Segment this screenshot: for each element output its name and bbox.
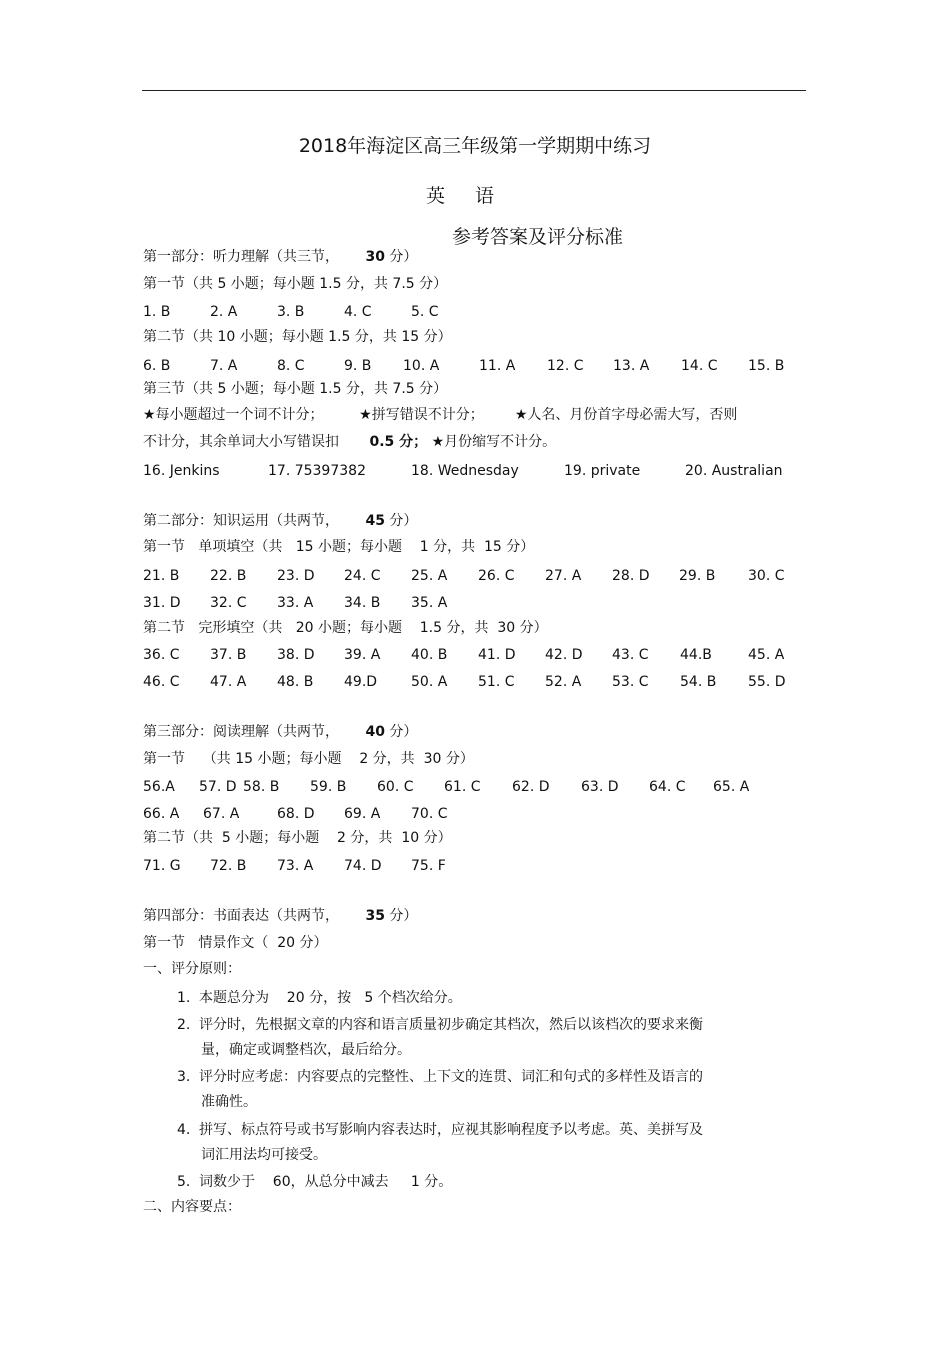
answer-item: 67. A: [203, 806, 240, 822]
answer-item: 2. A: [210, 304, 238, 320]
answer-item: 9. B: [344, 358, 372, 374]
part2-sec2-heading: 第二节 完形填空（共 20 小题；每小题 1.5 分，共 30 分）: [143, 620, 548, 636]
part4-heading: [143, 908, 417, 924]
answer-item: 35. A: [411, 595, 448, 611]
answer-item: 8. C: [277, 358, 305, 374]
answer-item: 14. C: [681, 358, 718, 374]
answer-item: 22. B: [210, 568, 247, 584]
answer-item: 29. B: [679, 568, 716, 584]
item-text: 评分时应考虑：内容要点的完整性、上下文的连贯、词汇和句式的多样性及语言的: [199, 1069, 703, 1085]
answer-item: 41. D: [478, 647, 516, 663]
spelling-rules-line2: [143, 434, 556, 450]
answer-item: 57. D: [199, 779, 237, 795]
principles-heading: 一、评分原则：: [143, 961, 241, 977]
answer-row: [143, 304, 803, 320]
answer-row: [143, 595, 803, 611]
answer-item: 59. B: [310, 779, 347, 795]
part3-sec2-heading: 第二节（共 5 小题；每小题 2 分，共 10 分）: [143, 830, 452, 846]
part1-heading-tail: 分）: [389, 249, 418, 265]
part3-heading: [143, 724, 417, 740]
answer-item: 56.A: [143, 779, 175, 795]
principle-item: [177, 1069, 703, 1085]
answer-item: 74. D: [344, 858, 382, 874]
answer-item: 16. Jenkins: [143, 463, 220, 479]
answer-item: 23. D: [277, 568, 315, 584]
answer-row: [143, 358, 803, 374]
answer-row: [143, 647, 803, 663]
answer-item: 21. B: [143, 568, 180, 584]
answer-item: 12. C: [547, 358, 584, 374]
answer-item: 71. G: [143, 858, 181, 874]
part1-sec3-heading: 第三节（共 5 小题；每小题 1.5 分，共 7.5 分）: [143, 381, 448, 397]
document-title: 2018年海淀区高三年级第一学期期中练习: [298, 135, 652, 157]
answer-item: 66. A: [143, 806, 180, 822]
answer-item: 63. D: [581, 779, 619, 795]
answer-item: 43. C: [612, 647, 649, 663]
answer-item: 15. B: [748, 358, 785, 374]
answer-item: 25. A: [411, 568, 448, 584]
item-text: 词数少于 60，从总分中减去 1 分。: [199, 1174, 453, 1190]
answer-item: 55. D: [748, 674, 786, 690]
answer-item: 33. A: [277, 595, 314, 611]
item-text: 拼写、标点符号或书写影响内容表达时，应视其影响程度予以考虑。英、美拼写及: [199, 1122, 703, 1138]
answer-item: 47. A: [210, 674, 247, 690]
answer-item: 62. D: [512, 779, 550, 795]
answer-item: 39. A: [344, 647, 381, 663]
rules-deduction: 0.5 分；: [369, 434, 428, 450]
answer-item: 65. A: [713, 779, 750, 795]
answer-item: 18. Wednesday: [411, 463, 519, 479]
answer-item: 28. D: [612, 568, 650, 584]
answer-item: 31. D: [143, 595, 181, 611]
answer-item: 58. B: [243, 779, 280, 795]
answer-row: [143, 779, 803, 795]
part1-sec1-heading: 第一节（共 5 小题；每小题 1.5 分，共 7.5 分）: [143, 276, 448, 292]
answer-item: 38. D: [277, 647, 315, 663]
answer-item: 19. private: [564, 463, 641, 479]
answer-item: 27. A: [545, 568, 582, 584]
part3-points: 40: [365, 724, 385, 740]
answer-item: 11. A: [479, 358, 516, 374]
part1-heading-text: 第一部分：听力理解（共三节，: [143, 249, 339, 265]
answer-item: 50. A: [411, 674, 448, 690]
answer-item: 60. C: [377, 779, 414, 795]
answer-item: 49.D: [344, 674, 378, 690]
answer-item: 75. F: [411, 858, 446, 874]
answer-item: 20. Australian: [685, 463, 783, 479]
answer-item: 24. C: [344, 568, 381, 584]
answer-item: 44.B: [680, 647, 712, 663]
answer-item: 6. B: [143, 358, 171, 374]
principle-item-continued: 词汇用法均可接受。: [201, 1147, 327, 1163]
answer-item: 40. B: [411, 647, 448, 663]
answer-item: 37. B: [210, 647, 247, 663]
answer-item: 46. C: [143, 674, 180, 690]
part1-sec2-heading: 第二节（共 10 小题；每小题 1.5 分，共 15 分）: [143, 329, 452, 345]
answer-item: 51. C: [478, 674, 515, 690]
part1-points: 30: [365, 249, 385, 265]
answer-item: 5. C: [411, 304, 439, 320]
answer-item: 1. B: [143, 304, 171, 320]
rules-text: ★月份缩写不计分。: [431, 434, 557, 450]
spelling-rules-line1: ★每小题超过一个词不计分； ★拼写错误不计分； ★人名、月份首字母必需大写，否则: [143, 407, 738, 423]
answer-item: 68. D: [277, 806, 315, 822]
answer-item: 42. D: [545, 647, 583, 663]
answer-item: 64. C: [649, 779, 686, 795]
part4-heading-tail: 分）: [389, 908, 418, 924]
answer-item: 13. A: [613, 358, 650, 374]
subject-title: 英语: [425, 185, 524, 207]
answer-item: 26. C: [478, 568, 515, 584]
answer-item: 10. A: [403, 358, 440, 374]
content-points-heading: 二、内容要点：: [143, 1199, 241, 1215]
answer-item: 69. A: [344, 806, 381, 822]
principle-item: [177, 1122, 703, 1138]
answer-item: 36. C: [143, 647, 180, 663]
part4-points: 35: [365, 908, 385, 924]
header-rule: [142, 90, 806, 91]
part4-sec1-heading: 第一节 情景作文（ 20 分）: [143, 935, 328, 951]
answer-item: 7. A: [210, 358, 238, 374]
answer-item: 34. B: [344, 595, 381, 611]
answer-item: 52. A: [545, 674, 582, 690]
part2-heading: [143, 513, 417, 529]
answer-row: [143, 568, 803, 584]
answer-row: [143, 858, 803, 874]
item-text: 评分时，先根据文章的内容和语言质量初步确定其档次，然后以该档次的要求来衡: [199, 1017, 703, 1033]
principle-item-continued: 准确性。: [201, 1094, 257, 1110]
rules-text: 不计分，其余单词大小写错误扣: [143, 434, 339, 450]
answer-item: 70. C: [411, 806, 448, 822]
item-number: 1.: [177, 990, 191, 1006]
item-number: 4.: [177, 1122, 191, 1138]
answer-item: 32. C: [210, 595, 247, 611]
principle-item-continued: 量，确定或调整档次，最后给分。: [201, 1042, 411, 1058]
answer-row: [143, 463, 803, 479]
part3-heading-tail: 分）: [389, 724, 418, 740]
principle-item: [177, 1174, 452, 1190]
answer-item: 61. C: [444, 779, 481, 795]
answer-item: 72. B: [210, 858, 247, 874]
principle-item: [177, 990, 462, 1006]
part2-points: 45: [365, 513, 385, 529]
part2-sec1-heading: 第一节 单项填空（共 15 小题；每小题 1 分，共 15 分）: [143, 539, 535, 555]
answer-item: 73. A: [277, 858, 314, 874]
answer-item: 4. C: [344, 304, 372, 320]
part3-heading-text: 第三部分：阅读理解（共两节，: [143, 724, 339, 740]
part3-sec1-heading: 第一节 （共 15 小题；每小题 2 分，共 30 分）: [143, 751, 474, 767]
answer-item: 54. B: [680, 674, 717, 690]
document-subtitle: 参考答案及评分标准: [452, 226, 624, 248]
answer-item: 48. B: [277, 674, 314, 690]
item-number: 3.: [177, 1069, 191, 1085]
answer-item: 53. C: [612, 674, 649, 690]
item-number: 2.: [177, 1017, 191, 1033]
answer-item: 3. B: [277, 304, 305, 320]
answer-row: [143, 674, 803, 690]
answer-item: 17. 75397382: [268, 463, 366, 479]
principle-item: [177, 1017, 703, 1033]
part4-heading-text: 第四部分：书面表达（共两节，: [143, 908, 339, 924]
part2-heading-text: 第二部分：知识运用（共两节，: [143, 513, 339, 529]
part1-heading: [143, 249, 417, 265]
answer-row: [143, 806, 803, 822]
answer-item: 45. A: [748, 647, 785, 663]
answer-item: 30. C: [748, 568, 785, 584]
part2-heading-tail: 分）: [389, 513, 418, 529]
item-text: 本题总分为 20 分，按 5 个档次给分。: [199, 990, 462, 1006]
item-number: 5.: [177, 1174, 191, 1190]
